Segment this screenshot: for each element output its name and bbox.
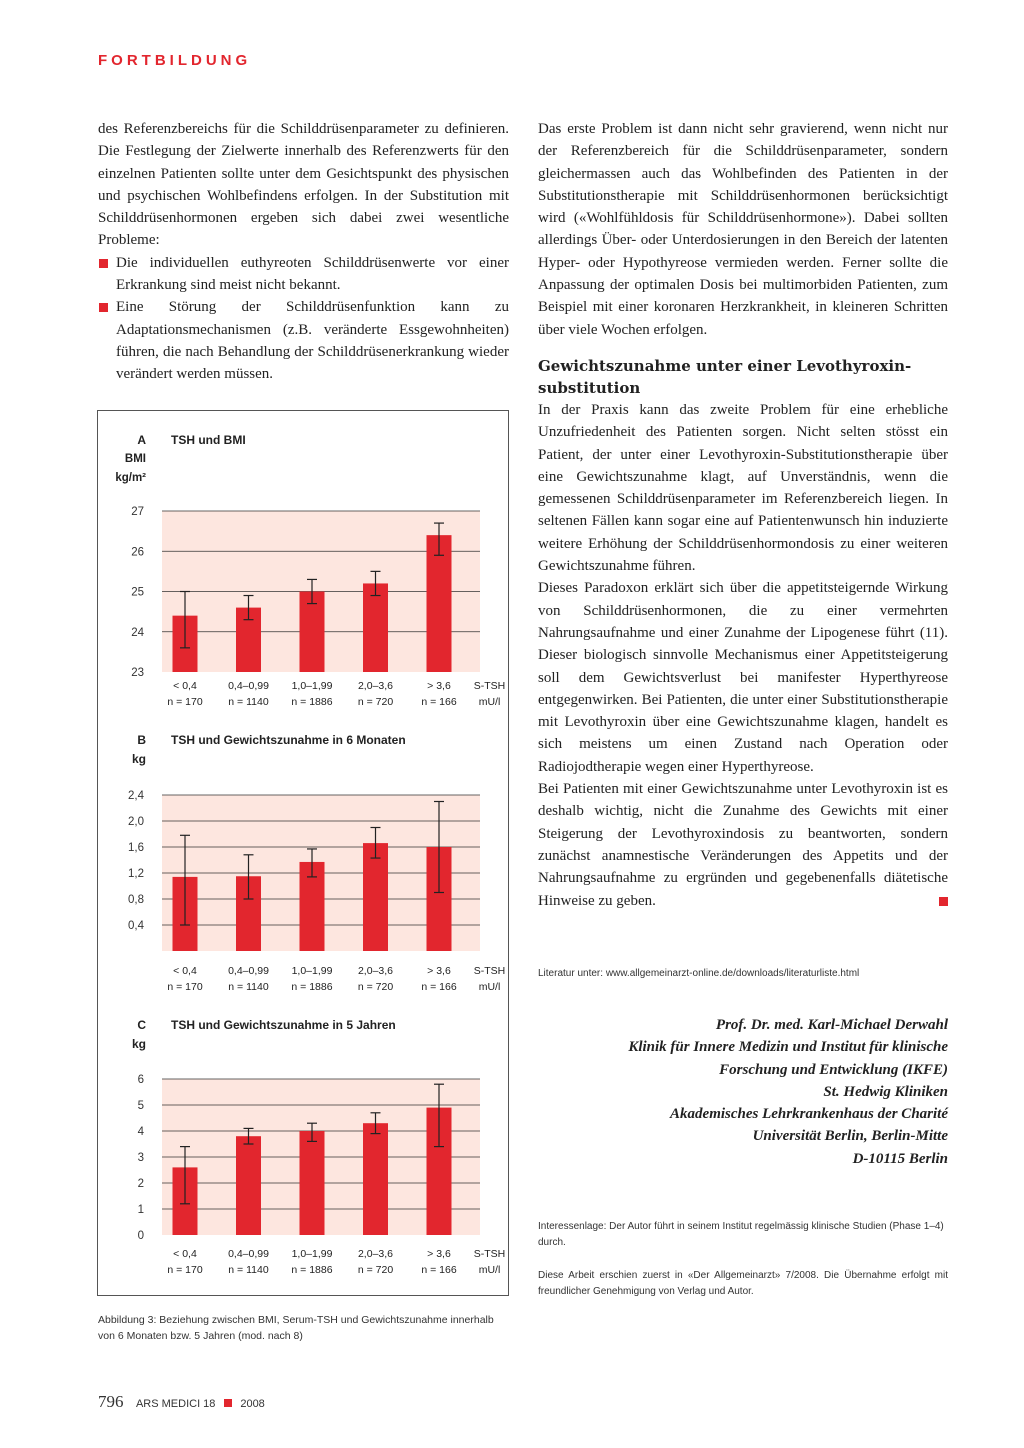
author-line: Klinik für Innere Medizin und Institut für klinische bbox=[628, 1039, 948, 1056]
y-tick-label: 0,4 bbox=[128, 920, 144, 932]
panel-letter: A bbox=[137, 433, 146, 447]
bullet-square-icon bbox=[99, 259, 108, 268]
y-tick-label: 6 bbox=[137, 1074, 144, 1086]
x-unit-label bbox=[465, 963, 515, 995]
author-line: D-10115 Berlin bbox=[852, 1150, 948, 1167]
y-tick-label: 24 bbox=[131, 626, 144, 639]
category-label: > 3,6 bbox=[427, 965, 451, 977]
category-label: < 0,4 bbox=[173, 965, 197, 977]
y-tick-label: 2,0 bbox=[128, 816, 144, 828]
n-label: n = 170 bbox=[167, 981, 203, 993]
n-label: n = 166 bbox=[421, 981, 457, 993]
x-tick-label bbox=[280, 678, 344, 710]
x-tick-label bbox=[407, 678, 471, 710]
category-label: 2,0–3,6 bbox=[357, 965, 394, 977]
n-label: n = 1140 bbox=[228, 696, 269, 708]
unit-text: S-TSH bbox=[473, 965, 506, 977]
x-tick-label bbox=[344, 1246, 408, 1278]
intro-paragraph: des Referenzbereichs für die Schilddrüsenparameter zu definieren. Die Festlegung der Zielwerte innerhalb des Referenzwerts für den einzelnen Patienten sollte unter dem Gesichtspunkt des physischen und psychischen Wohlbefindens erfolgen. In der Substitution mit Schilddrüsenhormonen ergeben sich dabei zwei wesentliche Probleme: bbox=[98, 121, 509, 249]
x-tick-label bbox=[280, 1246, 344, 1278]
author-line: Universität Berlin, Berlin-Mitte bbox=[752, 1128, 948, 1145]
bar bbox=[363, 843, 388, 951]
chart-plot bbox=[131, 503, 506, 679]
paragraph: Das erste Problem ist dann nicht sehr gravierend, wenn nicht nur der Referenzbereich für die Schilddrüsenparameter, sondern gleichermassen auch das Wohlbefinden des Patienten in der Substitutionstherapie mit Schilddrüsenhormonen berücksichtigt wird («Wohlfühldosis für Schilddrüsenhormone»). Dabei sollten allerdings Über- oder Unterdosierungen in den Bereich der latenten Hyper- oder Hypothyreose vermieden werden. Ferner sollte die Anpassung der optimalen Dosis bei multimorbiden Patienten, zum Beispiel mit einer koronaren Herzkrankheit, in kleineren Schritten über viele Wochen erfolgen. bbox=[538, 121, 948, 338]
n-label: n = 1886 bbox=[291, 1264, 333, 1276]
chart-svg bbox=[137, 1071, 506, 1242]
publication-note: Diese Arbeit erschien zuerst in «Der Allgemeinarzt» 7/2008. Die Übernahme erfolgt mit freundlicher Genehmigung von Verlag und Autor. bbox=[538, 1270, 948, 1297]
n-label: n = 720 bbox=[357, 981, 394, 993]
author-line: Forschung und Entwicklung (IKFE) bbox=[719, 1061, 948, 1078]
n-label: n = 170 bbox=[167, 1264, 203, 1276]
n-label: n = 720 bbox=[357, 1264, 394, 1276]
chart-svg bbox=[128, 787, 506, 957]
category-label: 2,0–3,6 bbox=[357, 1248, 394, 1260]
x-axis-categories bbox=[162, 1246, 506, 1280]
author-block bbox=[528, 1014, 948, 1170]
y-axis-label: BMI kg/m² bbox=[115, 453, 146, 484]
category-label: 0,4–0,99 bbox=[228, 1248, 269, 1260]
x-tick-label bbox=[344, 963, 408, 995]
n-label: n = 1886 bbox=[291, 981, 333, 993]
category-label: > 3,6 bbox=[427, 1248, 451, 1260]
left-column bbox=[98, 118, 509, 386]
figure-caption: Abbildung 3: Beziehung zwischen BMI, Serum-TSH und Gewichtszunahme innerhalb von 6 Monaten bzw. 5 Jahren (mod. nach 8) bbox=[98, 1314, 494, 1342]
x-tick-label bbox=[153, 963, 217, 995]
y-tick-label: 2 bbox=[137, 1178, 144, 1190]
category-label: 1,0–1,99 bbox=[291, 965, 333, 977]
x-tick-label bbox=[344, 678, 408, 710]
x-tick-label bbox=[217, 1246, 281, 1278]
y-tick-label: 26 bbox=[131, 546, 144, 559]
y-tick-label: 1,6 bbox=[128, 842, 144, 854]
chart-title: TSH und BMI bbox=[171, 433, 246, 447]
journal-name: ARS MEDICI 18 bbox=[135, 1398, 216, 1410]
literature-link[interactable]: Literatur unter: www.allgemeinarzt-online.de/downloads/literaturliste.html bbox=[538, 968, 860, 979]
n-label: n = 166 bbox=[421, 696, 457, 708]
n-label: n = 1140 bbox=[228, 1264, 269, 1276]
y-tick-label: 27 bbox=[131, 506, 144, 518]
right-column bbox=[538, 118, 948, 912]
paragraph: In der Praxis kann das zweite Problem für eine erhebliche Unzufriedenheit des Patienten sorgen. Nicht selten stösst ein Patient, der unter einer Levothyroxin-Substitutionstherapie über eine Gewichtszunahme klagt, auf Unverständnis, wenn die gemessenen Schilddrüsenparameter im Referenzbereich liegen. In seltenen Fällen kann sogar eine auf Patientenwunsch hin induzierte weitere Erhöhung der Schilddrüsenhormondosis zu einer weiteren Gewichtszunahme führen. bbox=[538, 401, 948, 575]
category-label: 2,0–3,6 bbox=[357, 680, 394, 692]
y-tick-label: 0,8 bbox=[128, 894, 144, 906]
y-tick-label: 1,2 bbox=[128, 868, 144, 880]
category-label: 0,4–0,99 bbox=[228, 965, 269, 977]
bullet-square-icon bbox=[99, 303, 108, 312]
paragraph-text: Bei Patienten mit einer Gewichtszunahme unter Levothyroxin ist es deshalb wichtig, nicht die Zunahme des Gewichts mit einer Steigerung der Levothyroxindosis zu beantworten, sondern zunächst anamnestische Veränderungen des Appetits und der Nahrungsaufnahme zu ergründen und gegebenenfalls diätetische Hinweise zu geben. bbox=[538, 781, 948, 909]
x-tick-label bbox=[217, 963, 281, 995]
y-tick-label: 2,4 bbox=[128, 790, 144, 802]
unit-text: mU/l bbox=[478, 1264, 501, 1276]
author-line: Akademisches Lehrkrankenhaus der Charité bbox=[670, 1106, 948, 1123]
journal-year: 2008 bbox=[240, 1398, 265, 1410]
n-label: n = 170 bbox=[167, 696, 203, 708]
x-tick-label bbox=[407, 1246, 471, 1278]
interests-note: Interessenlage: Der Autor führt in seinem Institut regelmässig klinische Studien (Phase 1–4) durch. bbox=[538, 1221, 944, 1248]
x-tick-label bbox=[153, 1246, 217, 1278]
bar bbox=[300, 1131, 325, 1235]
chart-title: TSH und Gewichtszunahme in 6 Monaten bbox=[171, 733, 406, 747]
x-unit-label bbox=[465, 1246, 515, 1278]
chart-plot bbox=[137, 1071, 506, 1242]
category-label: < 0,4 bbox=[173, 1248, 197, 1260]
paragraph: Dieses Paradoxon erklärt sich über die appetitsteigernde Wirkung von Schilddrüsenhormonen, die zu einer vermehrten Nahrungsaufnahme und einer Zunahme der Lipogenese führt (11). Dieser biologisch sinnvolle Mechanismus einer Appetitsteigerung soll dem Gewichtsverlust bei manifester Hyperthyreose entgegenwirken. Bei Patienten, die unter einer Substitutionstherapie mit Levothyroxin über eine Gewichtszunahme klagen, handelt es sich meistens um einen Zustand nach Operation oder Radiojodtherapie wegen einer Hyperthyreose. bbox=[538, 580, 948, 775]
unit-text: S-TSH bbox=[473, 1248, 506, 1260]
chart-title: TSH und Gewichtszunahme in 5 Jahren bbox=[171, 1018, 396, 1032]
section-heading: Gewichtszunahme unter einer Levothyroxin-substitution bbox=[538, 356, 912, 397]
bullet-item bbox=[98, 296, 509, 385]
y-tick-label: 3 bbox=[137, 1152, 144, 1164]
x-unit-label bbox=[465, 678, 515, 710]
category-label: 1,0–1,99 bbox=[291, 1248, 333, 1260]
author-line: St. Hedwig Kliniken bbox=[823, 1083, 948, 1100]
category-label: < 0,4 bbox=[173, 680, 197, 692]
bar bbox=[363, 1123, 388, 1235]
n-label: n = 1140 bbox=[228, 981, 269, 993]
bullet-item bbox=[98, 252, 509, 297]
y-axis-label: kg bbox=[131, 752, 146, 766]
page-footer bbox=[98, 1392, 265, 1412]
category-label: 0,4–0,99 bbox=[228, 680, 269, 692]
paragraph bbox=[538, 778, 948, 912]
x-axis-categories bbox=[162, 963, 506, 997]
bar bbox=[236, 1136, 261, 1235]
n-label: n = 166 bbox=[421, 1264, 457, 1276]
x-tick-label bbox=[280, 963, 344, 995]
unit-text: S-TSH bbox=[473, 680, 506, 692]
bullet-text: Eine Störung der Schilddrüsenfunktion kann zu Adaptationsmechanismen (z.B. veränderte Essgewohnheiten) führen, die nach Behandlung der Schilddrüsenerkrankung wieder verändert werden müssen. bbox=[116, 299, 509, 383]
chart-svg bbox=[131, 503, 506, 679]
chart-plot bbox=[128, 787, 506, 957]
n-label: n = 1886 bbox=[291, 696, 333, 708]
author-line: Prof. Dr. med. Karl-Michael Derwahl bbox=[715, 1017, 948, 1033]
y-tick-label: 0 bbox=[137, 1230, 144, 1242]
footer-square-icon bbox=[224, 1399, 232, 1407]
y-tick-label: 25 bbox=[131, 586, 144, 599]
figure-box bbox=[97, 410, 509, 1296]
section-header: FORTBILDUNG bbox=[98, 52, 252, 69]
n-label: n = 720 bbox=[357, 696, 394, 708]
y-tick-label: 4 bbox=[137, 1126, 144, 1138]
unit-text: mU/l bbox=[478, 981, 501, 993]
end-square-icon bbox=[939, 897, 948, 906]
panel-letter: C bbox=[137, 1018, 146, 1032]
page-number: 796 bbox=[98, 1392, 124, 1411]
x-tick-label bbox=[217, 678, 281, 710]
x-tick-label bbox=[407, 963, 471, 995]
x-tick-label bbox=[153, 678, 217, 710]
y-tick-label: 5 bbox=[137, 1100, 144, 1112]
bullet-text: Die individuellen euthyreoten Schilddrüsenwerte vor einer Erkrankung sind meist nicht bekannt. bbox=[116, 254, 509, 294]
x-axis-categories bbox=[162, 678, 506, 712]
panel-letter: B bbox=[137, 733, 146, 747]
category-label: 1,0–1,99 bbox=[291, 680, 333, 692]
y-tick-label: 23 bbox=[131, 667, 144, 679]
y-axis-label: kg bbox=[131, 1037, 146, 1051]
bar bbox=[363, 583, 388, 672]
unit-text: mU/l bbox=[478, 696, 501, 708]
category-label: > 3,6 bbox=[427, 680, 451, 692]
y-tick-label: 1 bbox=[137, 1204, 144, 1216]
